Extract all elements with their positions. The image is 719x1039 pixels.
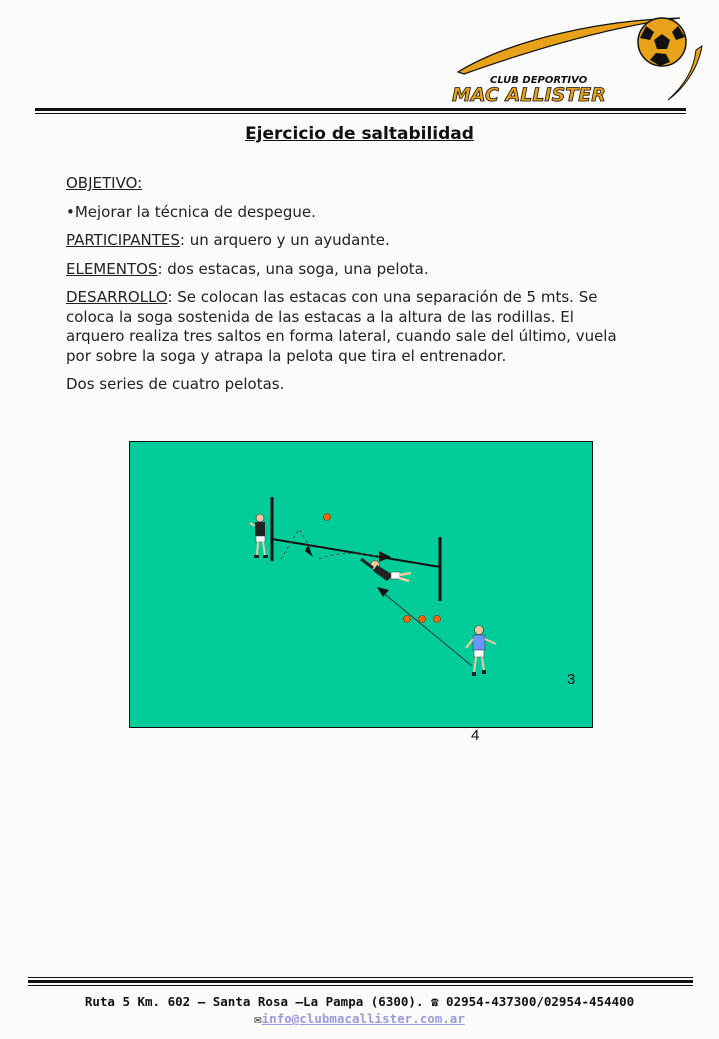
objective-heading <box>66 174 626 194</box>
elements-label: ELEMENTOS <box>66 259 158 278</box>
figure-label-4: 4 <box>471 727 480 744</box>
objective-item: •Mejorar la técnica de despegue. <box>66 202 316 221</box>
header-rule-thick <box>35 108 686 111</box>
envelope-icon: ✉ <box>254 1011 262 1026</box>
ball-top <box>324 514 331 521</box>
club-name-top: CLUB DEPORTIVO <box>490 75 588 86</box>
footer-rule-thin-2 <box>28 985 693 986</box>
page-title: Ejercicio de saltabilidad <box>245 124 474 144</box>
ball <box>434 616 441 623</box>
club-name-main: MAC ALLISTER <box>452 84 606 106</box>
header-rule-thin <box>35 113 686 114</box>
footer-email-link[interactable]: info@clubmacallister.com.ar <box>261 1011 465 1026</box>
footer-rule-thick <box>28 980 693 983</box>
figure-label-3: 3 <box>567 671 576 688</box>
ball <box>419 616 426 623</box>
development-label: DESARROLLO <box>66 288 168 306</box>
footer-rule-thin <box>28 977 693 978</box>
footer-email-line <box>0 1011 719 1026</box>
participants-paragraph <box>66 231 626 251</box>
participants-label: PARTICIPANTES <box>66 231 180 249</box>
soccer-ball-icon <box>638 18 686 66</box>
ball <box>404 616 411 623</box>
elements-text: : dos estacas, una soga, una pelota. <box>157 259 429 278</box>
elements-paragraph <box>66 260 626 280</box>
exercise-description <box>66 174 626 404</box>
field <box>130 442 593 728</box>
exercise-diagram <box>129 441 593 728</box>
participants-text: : un arquero y un ayudante. <box>179 231 390 249</box>
footer-address: Ruta 5 Km. 602 – Santa Rosa –La Pampa (6300). ☎ 02954-437300/02954-454400 <box>84 994 635 1009</box>
series-paragraph: Dos series de cuatro pelotas. <box>66 375 285 393</box>
club-logo <box>450 10 710 106</box>
development-text: : Se colocan las estacas con una separación de 5 mts. Se coloca la soga sostenida de las estacas a la altura de las rodillas. El arquero realiza tres saltos en forma lateral, cuando sale del último, vuela por sobre la soga y atrapa la pelota que tira el entrenador. <box>66 288 617 365</box>
development-paragraph <box>66 288 626 366</box>
objective-label: OBJETIVO: <box>66 174 143 192</box>
